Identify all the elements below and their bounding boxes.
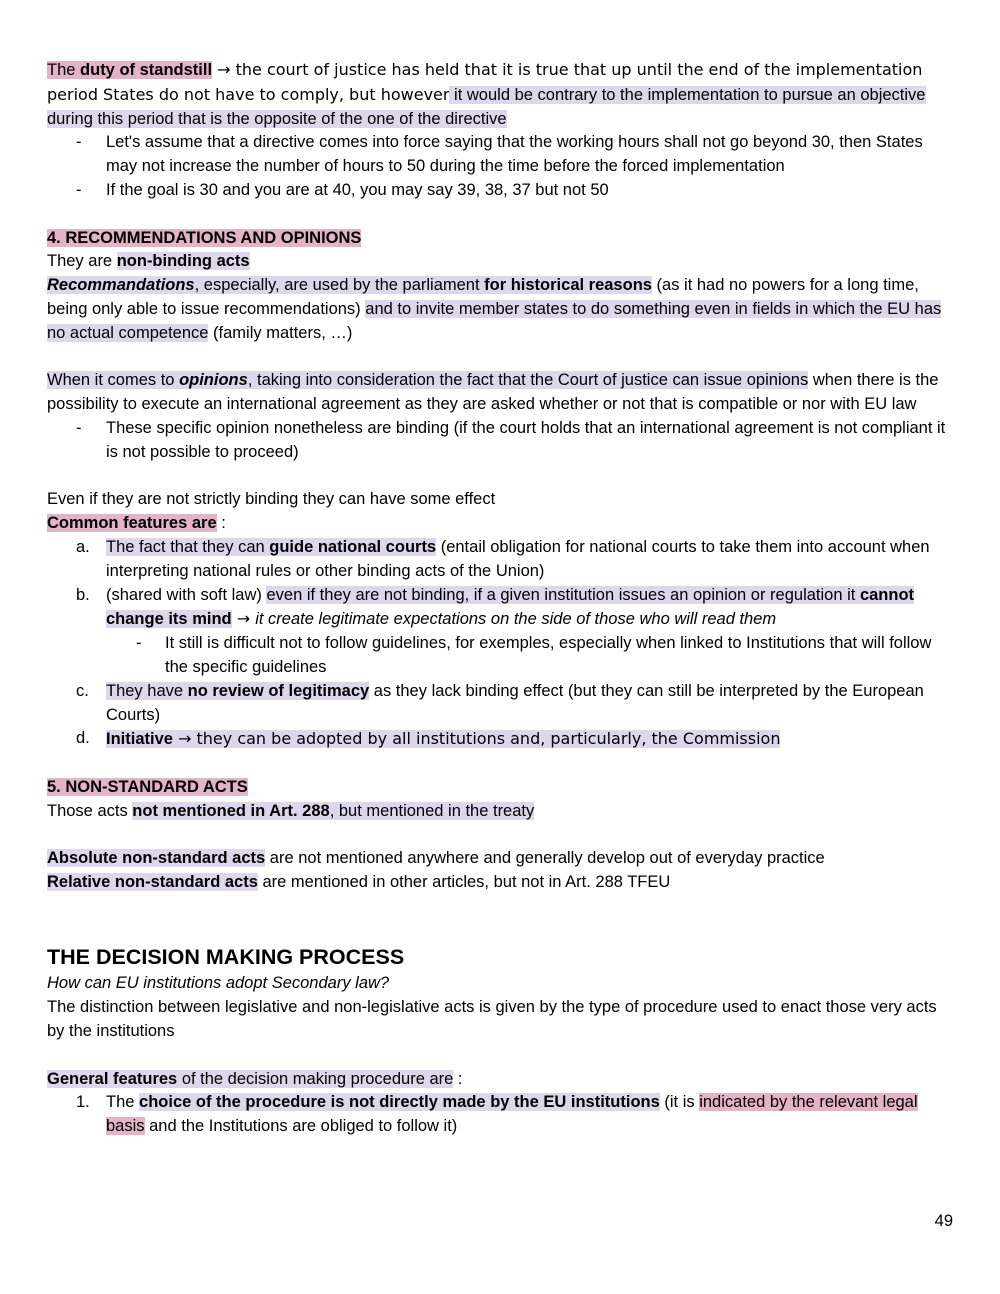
list-item: 1. The choice of the procedure is not directly made by the EU institutions (it is indicated by the relevant legal basis and the Institutions are obliged to follow it) xyxy=(76,1093,918,1136)
list-item: b. (shared with soft law) even if they are not binding, if a given institution issues an opinion or regulation it cannot change its mind → it create legitimate expectations on the side of those who will read them xyxy=(76,585,915,629)
list-item: - These specific opinion nonetheless are binding (if the court holds that an international agreement is not compliant it is not possible to proceed) xyxy=(76,418,946,461)
section-heading-recommendations: 4. RECOMMENDATIONS AND OPINIONS xyxy=(47,228,362,247)
term-duty-of-standstill: duty of standstill xyxy=(80,61,213,79)
paragraph: They are non-binding acts xyxy=(47,252,250,271)
opinions-bullets xyxy=(47,417,957,465)
paragraph: Even if they are not strictly binding they can have some effect xyxy=(47,490,496,509)
list-item: - It still is difficult not to follow guidelines, for exemples, especially when linked to Institutions that will follow the specific guidelines xyxy=(136,634,932,676)
paragraph: The distinction between legislative and non-legislative acts is given by the type of procedure used to enact those very acts by the institutions xyxy=(47,998,937,1041)
common-features-list xyxy=(47,536,957,752)
standstill-paragraph: The duty of standstill → the court of justice has held that it is true that up until the end of the implementation period States do not have to comply, but however it would be contrary to the implementation to pursue an objective during this period that is the opposite of the one of the directive xyxy=(47,60,926,128)
paragraph: Absolute non-standard acts are not mentioned anywhere and generally develop out of everyday practice xyxy=(47,849,825,868)
section-heading-non-standard-acts: 5. NON-STANDARD ACTS xyxy=(47,777,248,796)
general-features-label: General features of the decision making procedure are : xyxy=(47,1069,463,1088)
document-page xyxy=(47,58,957,1139)
opinions-paragraph: When it comes to opinions, taking into consideration the fact that the Court of justice can issue opinions when there is the possibility to execute an international agreement as they are asked whether or not that is compatible or nor with EU law xyxy=(47,371,939,414)
general-features-list xyxy=(47,1091,957,1139)
paragraph: How can EU institutions adopt Secondary law? xyxy=(47,974,390,993)
highlight: The xyxy=(47,61,81,79)
paragraph: Relative non-standard acts are mentioned in other articles, but not in Art. 288 TFEU xyxy=(47,873,671,892)
recommendations-paragraph: Recommandations, especially, are used by the parliament for historical reasons (as it had no powers for a long time, being only able to issue recommendations) and to invite member states to do something even in fields in which the EU has no actual competence (family matters, …) xyxy=(47,276,942,342)
standstill-bullets xyxy=(47,131,957,202)
section-title-decision-making: THE DECISION MAKING PROCESS xyxy=(47,945,405,970)
list-item: d. Initiative → they can be adopted by all institutions and, particularly, the Commission xyxy=(76,729,781,749)
list-item: c. They have no review of legitimacy as they lack binding effect (but they can still be interpreted by the European Courts) xyxy=(76,681,924,724)
list-item: a. The fact that they can guide national courts (entail obligation for national courts to take them into account when interpreting national rules or other binding acts of the Union) xyxy=(76,537,930,580)
highlight: it would be contrary to the implementation to pursue an objective during this period that is the opposite of the one of the directive xyxy=(47,85,926,128)
common-features-label: Common features are : xyxy=(47,514,226,533)
list-item: - Let's assume that a directive comes into force saying that the working hours shall not go beyond 30, then States may not increase the number of hours to 50 during the time before the forced implementation xyxy=(76,133,923,176)
list-item: - If the goal is 30 and you are at 40, you may say 39, 38, 37 but not 50 xyxy=(76,180,609,199)
page-number: 49 xyxy=(934,1212,953,1230)
paragraph: Those acts not mentioned in Art. 288, but mentioned in the treaty xyxy=(47,801,535,820)
